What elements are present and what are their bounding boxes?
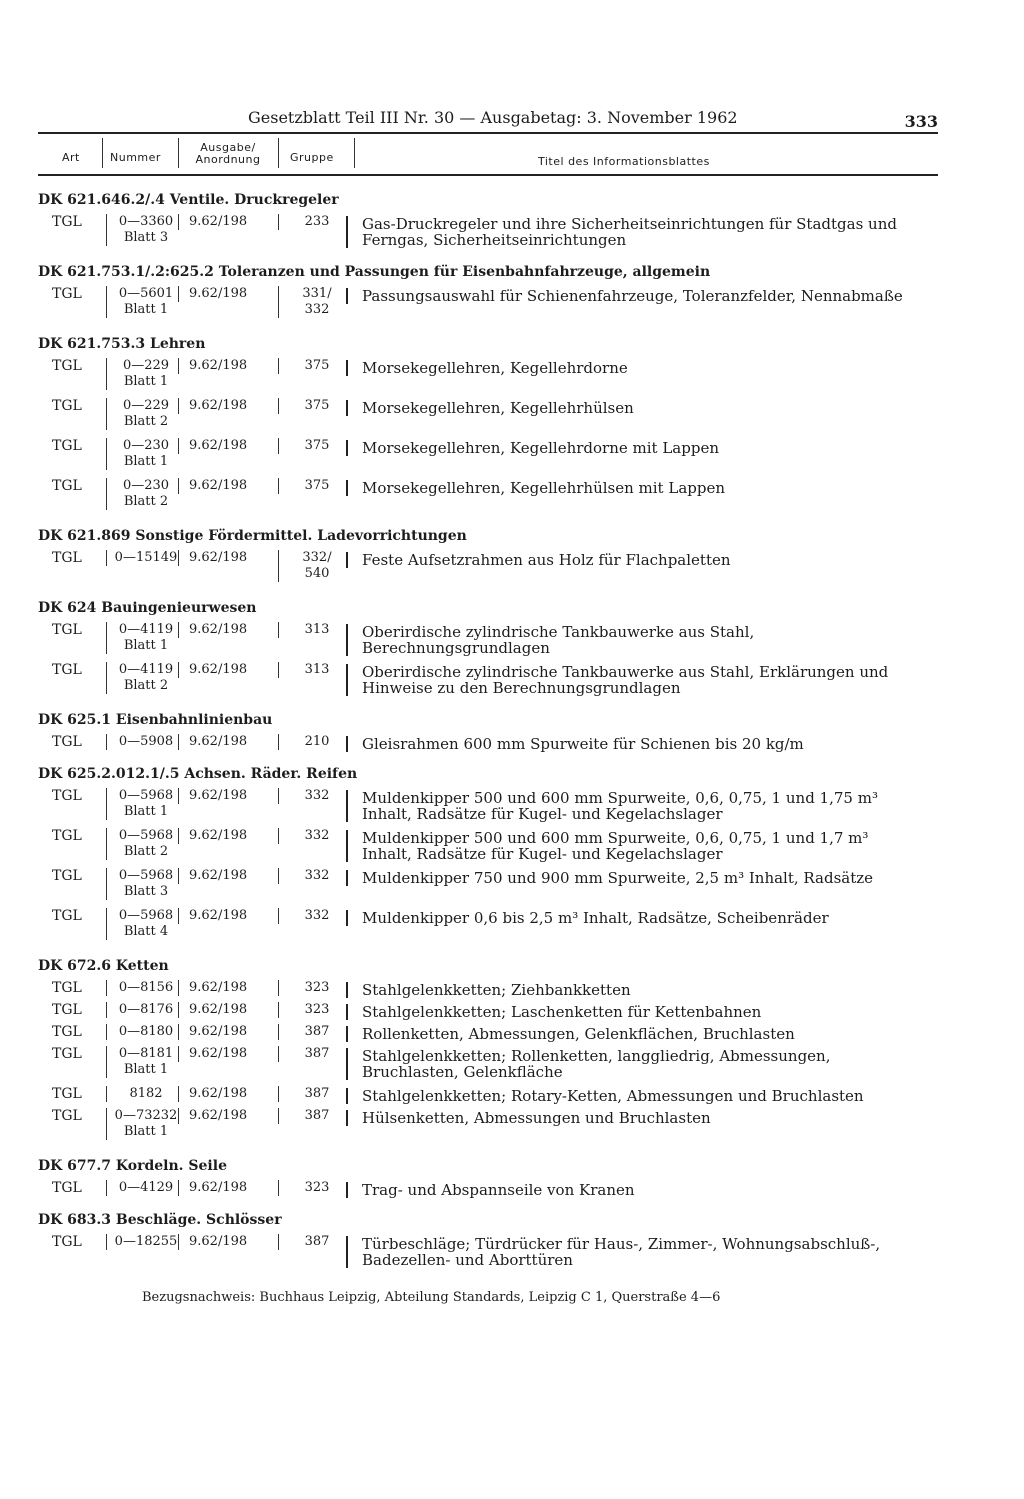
entry-ausgabe: 9.62/198 bbox=[178, 1108, 279, 1124]
entry-number bbox=[106, 550, 179, 566]
entry-ausgabe: 9.62/198 bbox=[178, 478, 279, 494]
entry-title: Feste Aufsetzrahmen aus Holz für Flachpaletten bbox=[346, 552, 922, 568]
entry-row bbox=[38, 868, 938, 908]
entry-title: Stahlgelenkketten; Laschenketten für Kettenbahnen bbox=[346, 1004, 922, 1020]
entry-number-value: 0—73232 bbox=[114, 1108, 178, 1123]
entry-art: TGL bbox=[52, 478, 82, 494]
col-ausgabe bbox=[188, 142, 268, 166]
column-header-rule bbox=[38, 174, 938, 176]
entry-gruppe-value: 375 bbox=[304, 478, 330, 493]
entry-ausgabe: 9.62/198 bbox=[178, 980, 279, 996]
entry-number bbox=[106, 1108, 179, 1140]
entry-blatt: Blatt 2 bbox=[123, 414, 169, 429]
entry-number-value: 0—230 bbox=[122, 478, 170, 493]
entry-gruppe bbox=[278, 214, 345, 230]
section bbox=[38, 264, 938, 326]
entry-number bbox=[106, 622, 179, 654]
page-header bbox=[38, 100, 938, 130]
entry-title: Morsekegellehren, Kegellehrhülsen mit Lappen bbox=[346, 480, 922, 496]
entry-gruppe-value: 332 bbox=[304, 908, 330, 923]
entry-gruppe bbox=[278, 980, 345, 996]
entry-row bbox=[38, 1046, 938, 1086]
entry-number bbox=[106, 214, 179, 246]
entry-title: Muldenkipper 500 und 600 mm Spurweite, 0,6, 0,75, 1 und 1,75 m³ Inhalt, Radsätze für Kugel- und Kegelachslager bbox=[346, 790, 922, 822]
entry-ausgabe: 9.62/198 bbox=[178, 1234, 279, 1250]
entry-title: Hülsenketten, Abmessungen und Bruchlasten bbox=[346, 1110, 922, 1126]
entry-ausgabe: 9.62/198 bbox=[178, 358, 279, 374]
entry-gruppe bbox=[278, 788, 345, 804]
entry-number bbox=[106, 286, 179, 318]
entry-number bbox=[106, 438, 179, 470]
entry-gruppe-value: 233 bbox=[304, 214, 330, 229]
entry-ausgabe: 9.62/198 bbox=[178, 550, 279, 566]
entry-ausgabe: 9.62/198 bbox=[178, 662, 279, 678]
col-gruppe: Gruppe bbox=[290, 151, 334, 164]
entry-art: TGL bbox=[52, 788, 82, 804]
entry-gruppe-value: 387 bbox=[304, 1108, 330, 1123]
entry-number-value: 0—4129 bbox=[118, 1180, 174, 1195]
entry-art: TGL bbox=[52, 1002, 82, 1018]
entry-gruppe bbox=[278, 286, 345, 318]
entry-number-value: 0—15149 bbox=[114, 550, 178, 565]
entry-gruppe-value: 332/ bbox=[302, 550, 332, 565]
entry-blatt: Blatt 1 bbox=[123, 374, 169, 389]
entry-number bbox=[106, 478, 179, 510]
entry-gruppe-value: 332 bbox=[304, 868, 330, 883]
entry-number bbox=[106, 1046, 179, 1078]
entry-row bbox=[38, 1180, 938, 1202]
entry-row bbox=[38, 214, 938, 254]
header-title: Gesetzblatt Teil III Nr. 30 — Ausgabetag: 3. November 1962 bbox=[248, 108, 738, 127]
entry-art: TGL bbox=[52, 438, 82, 454]
entry-gruppe-value: 313 bbox=[304, 662, 330, 677]
entry-number bbox=[106, 662, 179, 694]
section-heading: DK 683.3 Beschläge. Schlösser bbox=[38, 1212, 282, 1228]
entry-blatt: Blatt 1 bbox=[123, 638, 169, 653]
entry-ausgabe: 9.62/198 bbox=[178, 734, 279, 750]
entry-row bbox=[38, 788, 938, 828]
entry-title: Trag- und Abspannseile von Kranen bbox=[346, 1182, 922, 1198]
entry-number bbox=[106, 868, 179, 900]
entry-art: TGL bbox=[52, 622, 82, 638]
entry-row bbox=[38, 358, 938, 398]
section bbox=[38, 1158, 938, 1202]
col-separator bbox=[102, 138, 103, 168]
entry-ausgabe: 9.62/198 bbox=[178, 1086, 279, 1102]
entry-number-value: 0—5968 bbox=[118, 788, 174, 803]
entry-gruppe bbox=[278, 1234, 345, 1250]
entry-blatt: Blatt 1 bbox=[123, 454, 169, 469]
entry-title: Stahlgelenkketten; Ziehbankketten bbox=[346, 982, 922, 998]
entry-title: Muldenkipper 500 und 600 mm Spurweite, 0,6, 0,75, 1 und 1,7 m³ Inhalt, Radsätze für Kugel- und Kegelachslager bbox=[346, 830, 922, 862]
entry-art: TGL bbox=[52, 868, 82, 884]
entry-gruppe-value: 375 bbox=[304, 398, 330, 413]
entry-number bbox=[106, 358, 179, 390]
section-heading: DK 677.7 Kordeln. Seile bbox=[38, 1158, 227, 1174]
entry-number bbox=[106, 1002, 179, 1018]
section-heading: DK 621.646.2/.4 Ventile. Druckregeler bbox=[38, 192, 339, 208]
page-number: 333 bbox=[904, 112, 938, 131]
entry-blatt: Blatt 2 bbox=[123, 844, 169, 859]
entry-title: Morsekegellehren, Kegellehrdorne mit Lappen bbox=[346, 440, 922, 456]
col-art: Art bbox=[62, 151, 80, 164]
entry-ausgabe: 9.62/198 bbox=[178, 398, 279, 414]
entry-number-value: 0—229 bbox=[122, 358, 170, 373]
entry-blatt: Blatt 2 bbox=[123, 678, 169, 693]
entry-art: TGL bbox=[52, 908, 82, 924]
entry-art: TGL bbox=[52, 398, 82, 414]
col-separator bbox=[178, 138, 179, 168]
entry-gruppe-value: 210 bbox=[304, 734, 330, 749]
entry-gruppe bbox=[278, 1046, 345, 1062]
entry-number bbox=[106, 828, 179, 860]
entry-row bbox=[38, 662, 938, 702]
entry-ausgabe: 9.62/198 bbox=[178, 1002, 279, 1018]
entry-art: TGL bbox=[52, 358, 82, 374]
entry-art: TGL bbox=[52, 1234, 82, 1250]
entry-ausgabe: 9.62/198 bbox=[178, 828, 279, 844]
entry-art: TGL bbox=[52, 550, 82, 566]
column-header bbox=[38, 134, 938, 174]
entry-title: Türbeschläge; Türdrücker für Haus-, Zimmer-, Wohnungsabschluß-, Badezellen- und Aborttüren bbox=[346, 1236, 922, 1268]
entry-title: Morsekegellehren, Kegellehrdorne bbox=[346, 360, 922, 376]
entry-ausgabe: 9.62/198 bbox=[178, 868, 279, 884]
sections bbox=[38, 192, 938, 1274]
col-nummer: Nummer bbox=[110, 151, 161, 164]
entry-number-value: 0—4119 bbox=[118, 622, 174, 637]
entry-number-value: 0—5601 bbox=[118, 286, 174, 301]
entry-gruppe-value: 331/ bbox=[302, 286, 332, 301]
entry-art: TGL bbox=[52, 1046, 82, 1062]
entry-gruppe-value-2: 540 bbox=[304, 566, 330, 581]
section bbox=[38, 766, 938, 948]
entry-blatt: Blatt 1 bbox=[123, 302, 169, 317]
entry-number-value: 0—5968 bbox=[118, 828, 174, 843]
col-ausgabe-line1: Ausgabe/ bbox=[200, 141, 256, 154]
entry-title: Muldenkipper 750 und 900 mm Spurweite, 2,5 m³ Inhalt, Radsätze bbox=[346, 870, 922, 886]
entry-art: TGL bbox=[52, 734, 82, 750]
entry-gruppe bbox=[278, 1180, 345, 1196]
entry-gruppe bbox=[278, 398, 345, 414]
entry-blatt: Blatt 1 bbox=[123, 1062, 169, 1077]
entry-row bbox=[38, 980, 938, 1002]
entry-title: Morsekegellehren, Kegellehrhülsen bbox=[346, 400, 922, 416]
entry-blatt: Blatt 1 bbox=[123, 804, 169, 819]
entry-gruppe bbox=[278, 358, 345, 374]
entry-row bbox=[38, 1108, 938, 1148]
section bbox=[38, 958, 938, 1148]
entry-blatt: Blatt 3 bbox=[123, 230, 169, 245]
entry-blatt: Blatt 3 bbox=[123, 884, 169, 899]
entry-gruppe-value: 323 bbox=[304, 980, 330, 995]
entry-blatt: Blatt 4 bbox=[123, 924, 169, 939]
section-heading: DK 624 Bauingenieurwesen bbox=[38, 600, 257, 616]
entry-number-value: 0—3360 bbox=[118, 214, 174, 229]
entry-gruppe bbox=[278, 1086, 345, 1102]
entry-ausgabe: 9.62/198 bbox=[178, 1180, 279, 1196]
entry-ausgabe: 9.62/198 bbox=[178, 1024, 279, 1040]
section-heading: DK 625.1 Eisenbahnlinienbau bbox=[38, 712, 273, 728]
entry-number-value: 8182 bbox=[129, 1086, 163, 1101]
section bbox=[38, 712, 938, 756]
entry-blatt: Blatt 1 bbox=[123, 1124, 169, 1139]
entry-title: Muldenkipper 0,6 bis 2,5 m³ Inhalt, Radsätze, Scheibenräder bbox=[346, 910, 922, 926]
section bbox=[38, 528, 938, 590]
section bbox=[38, 600, 938, 702]
entry-gruppe-value: 387 bbox=[304, 1086, 330, 1101]
entry-art: TGL bbox=[52, 1024, 82, 1040]
entry-art: TGL bbox=[52, 1086, 82, 1102]
entry-row bbox=[38, 398, 938, 438]
entry-gruppe bbox=[278, 1024, 345, 1040]
entry-gruppe-value: 387 bbox=[304, 1234, 330, 1249]
entry-gruppe bbox=[278, 1002, 345, 1018]
entry-gruppe bbox=[278, 438, 345, 454]
entry-art: TGL bbox=[52, 980, 82, 996]
entry-title: Passungsauswahl für Schienenfahrzeuge, Toleranzfelder, Nennabmaße bbox=[346, 288, 922, 304]
entry-number bbox=[106, 398, 179, 430]
entry-row bbox=[38, 908, 938, 948]
entry-row bbox=[38, 438, 938, 478]
gazette-page bbox=[38, 100, 938, 1305]
entry-row bbox=[38, 1086, 938, 1108]
section-heading: DK 625.2.012.1/.5 Achsen. Räder. Reifen bbox=[38, 766, 358, 782]
entry-number bbox=[106, 1234, 179, 1250]
entry-number-value: 0—230 bbox=[122, 438, 170, 453]
entry-number-value: 0—8180 bbox=[118, 1024, 174, 1039]
col-ausgabe-line2: Anordnung bbox=[195, 153, 261, 166]
section-heading: DK 621.753.1/.2:625.2 Toleranzen und Passungen für Eisenbahnfahrzeuge, allgemein bbox=[38, 264, 711, 280]
entry-gruppe-value-2: 332 bbox=[304, 302, 330, 317]
entry-gruppe-value: 387 bbox=[304, 1024, 330, 1039]
entry-number-value: 0—4119 bbox=[118, 662, 174, 677]
entry-row bbox=[38, 622, 938, 662]
entry-row bbox=[38, 734, 938, 756]
entry-number-value: 0—8181 bbox=[118, 1046, 174, 1061]
entry-gruppe-value: 313 bbox=[304, 622, 330, 637]
entry-gruppe bbox=[278, 622, 345, 638]
entry-art: TGL bbox=[52, 662, 82, 678]
entry-number-value: 0—8176 bbox=[118, 1002, 174, 1017]
entry-ausgabe: 9.62/198 bbox=[178, 788, 279, 804]
entry-gruppe-value: 332 bbox=[304, 788, 330, 803]
col-separator bbox=[354, 138, 355, 168]
entry-number-value: 0—5908 bbox=[118, 734, 174, 749]
entry-title: Gas-Druckregeler und ihre Sicherheitseinrichtungen für Stadtgas und Ferngas, Sicherheitseinrichtungen bbox=[346, 216, 922, 248]
entry-number-value: 0—5968 bbox=[118, 908, 174, 923]
entry-gruppe bbox=[278, 1108, 345, 1124]
footer-note: Bezugsnachweis: Buchhaus Leipzig, Abteilung Standards, Leipzig C 1, Querstraße 4—6 bbox=[142, 1290, 721, 1305]
entry-title: Rollenketten, Abmessungen, Gelenkflächen, Bruchlasten bbox=[346, 1026, 922, 1042]
entry-ausgabe: 9.62/198 bbox=[178, 214, 279, 230]
section-heading: DK 621.753.3 Lehren bbox=[38, 336, 206, 352]
section bbox=[38, 192, 938, 254]
entry-title: Oberirdische zylindrische Tankbauwerke aus Stahl, Erklärungen und Hinweise zu den Berechnungsgrundlagen bbox=[346, 664, 922, 696]
entry-art: TGL bbox=[52, 1180, 82, 1196]
entry-title: Gleisrahmen 600 mm Spurweite für Schienen bis 20 kg/m bbox=[346, 736, 922, 752]
entry-row bbox=[38, 828, 938, 868]
section-heading: DK 621.869 Sonstige Fördermittel. Ladevorrichtungen bbox=[38, 528, 467, 544]
col-separator bbox=[278, 138, 279, 168]
entry-gruppe bbox=[278, 478, 345, 494]
entry-art: TGL bbox=[52, 286, 82, 302]
entry-number bbox=[106, 788, 179, 820]
entry-gruppe-value: 375 bbox=[304, 358, 330, 373]
entry-row bbox=[38, 1024, 938, 1046]
entry-row bbox=[38, 286, 938, 326]
entry-row bbox=[38, 1002, 938, 1024]
entry-number-value: 0—8156 bbox=[118, 980, 174, 995]
entry-blatt: Blatt 2 bbox=[123, 494, 169, 509]
entry-ausgabe: 9.62/198 bbox=[178, 622, 279, 638]
entry-row bbox=[38, 1234, 938, 1274]
entry-art: TGL bbox=[52, 1108, 82, 1124]
section bbox=[38, 1212, 938, 1274]
entry-gruppe bbox=[278, 868, 345, 884]
entry-ausgabe: 9.62/198 bbox=[178, 286, 279, 302]
entry-row bbox=[38, 478, 938, 518]
entry-number-value: 0—5968 bbox=[118, 868, 174, 883]
entry-number-value: 0—229 bbox=[122, 398, 170, 413]
entry-gruppe-value: 387 bbox=[304, 1046, 330, 1061]
entry-number bbox=[106, 1180, 179, 1196]
entry-gruppe bbox=[278, 662, 345, 678]
entry-ausgabe: 9.62/198 bbox=[178, 438, 279, 454]
col-titel: Titel des Informationsblattes bbox=[538, 155, 710, 168]
entry-gruppe bbox=[278, 908, 345, 924]
entry-gruppe-value: 332 bbox=[304, 828, 330, 843]
section bbox=[38, 336, 938, 518]
entry-number bbox=[106, 734, 179, 750]
entry-art: TGL bbox=[52, 828, 82, 844]
entry-number-value: 0—18255 bbox=[114, 1234, 178, 1249]
entry-gruppe bbox=[278, 734, 345, 750]
entry-gruppe-value: 323 bbox=[304, 1002, 330, 1017]
entry-row bbox=[38, 550, 938, 590]
entry-gruppe-value: 375 bbox=[304, 438, 330, 453]
entry-number bbox=[106, 1024, 179, 1040]
entry-ausgabe: 9.62/198 bbox=[178, 1046, 279, 1062]
entry-number bbox=[106, 980, 179, 996]
entry-number bbox=[106, 1086, 179, 1102]
entry-title: Stahlgelenkketten; Rollenketten, langgliedrig, Abmessungen, Bruchlasten, Gelenkfläche bbox=[346, 1048, 922, 1080]
entry-gruppe-value: 323 bbox=[304, 1180, 330, 1195]
entry-gruppe bbox=[278, 828, 345, 844]
entry-art: TGL bbox=[52, 214, 82, 230]
section-heading: DK 672.6 Ketten bbox=[38, 958, 169, 974]
entry-title: Stahlgelenkketten; Rotary-Ketten, Abmessungen und Bruchlasten bbox=[346, 1088, 922, 1104]
entry-ausgabe: 9.62/198 bbox=[178, 908, 279, 924]
entry-gruppe bbox=[278, 550, 345, 582]
entry-number bbox=[106, 908, 179, 940]
entry-title: Oberirdische zylindrische Tankbauwerke aus Stahl, Berechnungsgrundlagen bbox=[346, 624, 922, 656]
